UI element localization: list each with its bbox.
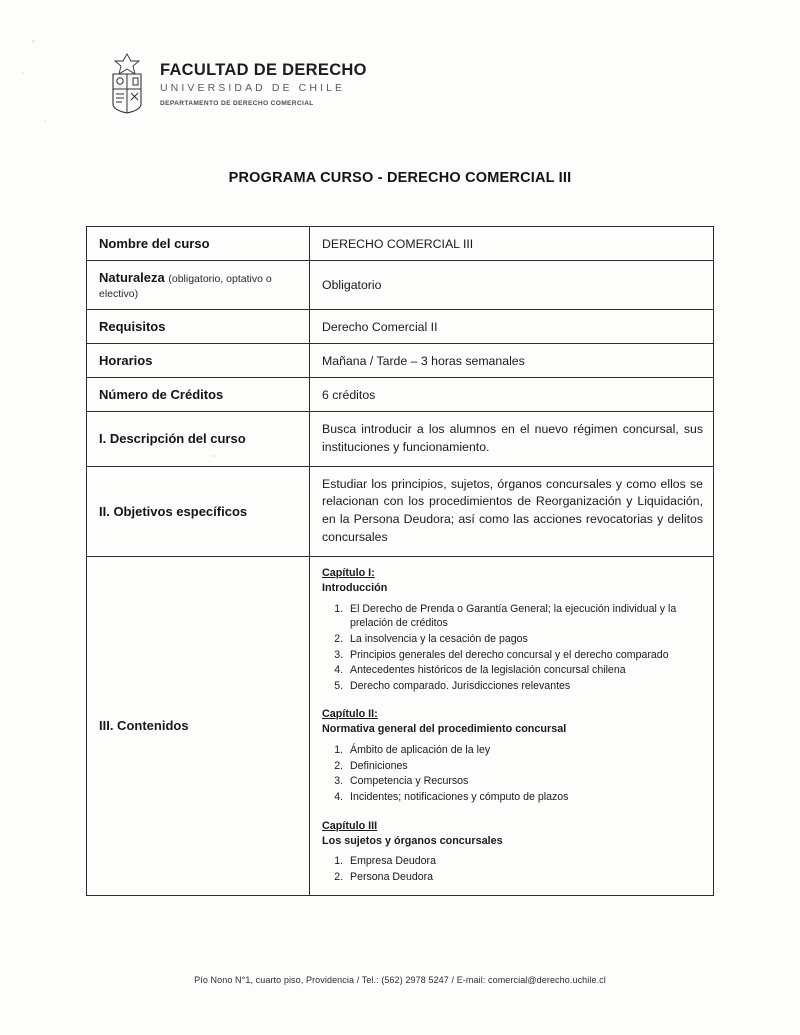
table-row — [87, 227, 714, 261]
row-label-sub: (obligatorio, optativo o electivo) — [99, 273, 272, 300]
contents-body — [310, 556, 714, 895]
row-label-text: Nombre del curso — [99, 236, 210, 251]
table-row-contents — [87, 556, 714, 895]
table-row — [87, 412, 714, 467]
row-label — [87, 310, 310, 344]
chapter-block — [322, 707, 703, 804]
list-item: 4. Incidentes; notificaciones y cómputo de plazos — [346, 790, 703, 805]
department-name: DEPARTAMENTO DE DERECHO COMERCIAL — [160, 100, 314, 108]
chapter-block — [322, 819, 703, 885]
chapter-title — [322, 819, 703, 834]
university-crest-icon — [104, 52, 150, 114]
list-item: 1. Empresa Deudora — [346, 854, 703, 869]
row-value: Estudiar los principios, sujetos, órganos concursales y como ellos se relacionan con los procedimientos de Reorganización y Liquidación, en la Persona Deudora; así como las acciones revocatorias y delitos concursales — [310, 466, 714, 556]
page-title: PROGRAMA CURSO - DERECHO COMERCIAL III — [228, 170, 572, 186]
table-row — [87, 466, 714, 556]
row-label-text: Naturaleza — [99, 270, 165, 285]
table-row — [87, 261, 714, 310]
chapter-title — [322, 707, 703, 722]
row-label-text: Requisitos — [99, 319, 166, 334]
row-value: Obligatorio — [310, 261, 714, 310]
row-label — [87, 344, 310, 378]
row-label — [87, 378, 310, 412]
document-header — [104, 52, 367, 114]
list-item: 3. Principios generales del derecho concursal y el derecho comparado — [346, 648, 703, 663]
row-value: Busca introducir a los alumnos en el nuevo régimen concursal, sus instituciones y funcionamiento. — [310, 412, 714, 467]
row-label — [87, 261, 310, 310]
row-value: Derecho Comercial II — [310, 310, 714, 344]
chapter-subtitle: Normativa general del procedimiento concursal — [322, 723, 567, 736]
chapter-subtitle: Los sujetos y órganos concursales — [322, 834, 503, 847]
list-item: 5. Derecho comparado. Jurisdicciones relevantes — [346, 679, 703, 694]
table-row — [87, 378, 714, 412]
list-item: 3. Competencia y Recursos — [346, 774, 703, 789]
list-item: 2. Definiciones — [346, 759, 703, 774]
scan-speck — [22, 72, 24, 74]
list-item: 1. El Derecho de Prenda o Garantía General; la ejecución individual y la prelación de créditos — [346, 602, 703, 631]
chapter-item-list — [322, 854, 703, 884]
row-label — [87, 412, 310, 467]
list-item: 2. Persona Deudora — [346, 870, 703, 885]
row-label-text: II. Objetivos específicos — [99, 503, 248, 519]
faculty-name: FACULTAD DE DERECHO — [160, 61, 367, 79]
list-item: 1. Ámbito de aplicación de la ley — [346, 743, 703, 758]
university-name: UNIVERSIDAD DE CHILE — [160, 82, 346, 95]
brand-text — [160, 52, 367, 107]
row-value: DERECHO COMERCIAL III — [310, 227, 714, 261]
chapter-item-list — [322, 743, 703, 804]
row-value: Mañana / Tarde – 3 horas semanales — [310, 344, 714, 378]
row-label — [87, 466, 310, 556]
list-item: 2. La insolvencia y la cesación de pagos — [346, 632, 703, 647]
chapter-title-text: Capítulo I: — [322, 566, 375, 579]
chapter-block — [322, 566, 703, 693]
scan-speck — [44, 120, 46, 122]
chapter-item-list — [322, 602, 703, 694]
table-row — [87, 344, 714, 378]
row-label-text: Número de Créditos — [99, 387, 224, 402]
contents-label: III. Contenidos — [87, 556, 310, 895]
row-label-text: I. Descripción del curso — [99, 431, 246, 447]
program-table — [86, 226, 714, 896]
document-footer: Pío Nono N°1, cuarto piso, Providencia / Tel.: (562) 2978 5247 / E-mail: comercial@derecho.uchile.cl — [194, 975, 606, 985]
row-label-text: Horarios — [99, 353, 153, 368]
scan-speck — [32, 40, 35, 43]
chapter-title — [322, 566, 703, 581]
table-row — [87, 310, 714, 344]
chapter-title-text: Capítulo II: — [322, 708, 378, 721]
row-value: 6 créditos — [310, 378, 714, 412]
row-label — [87, 227, 310, 261]
chapter-title-text: Capítulo III — [322, 819, 378, 832]
list-item: 4. Antecedentes históricos de la legislación concursal chilena — [346, 663, 703, 678]
chapter-subtitle: Introducción — [322, 581, 388, 594]
